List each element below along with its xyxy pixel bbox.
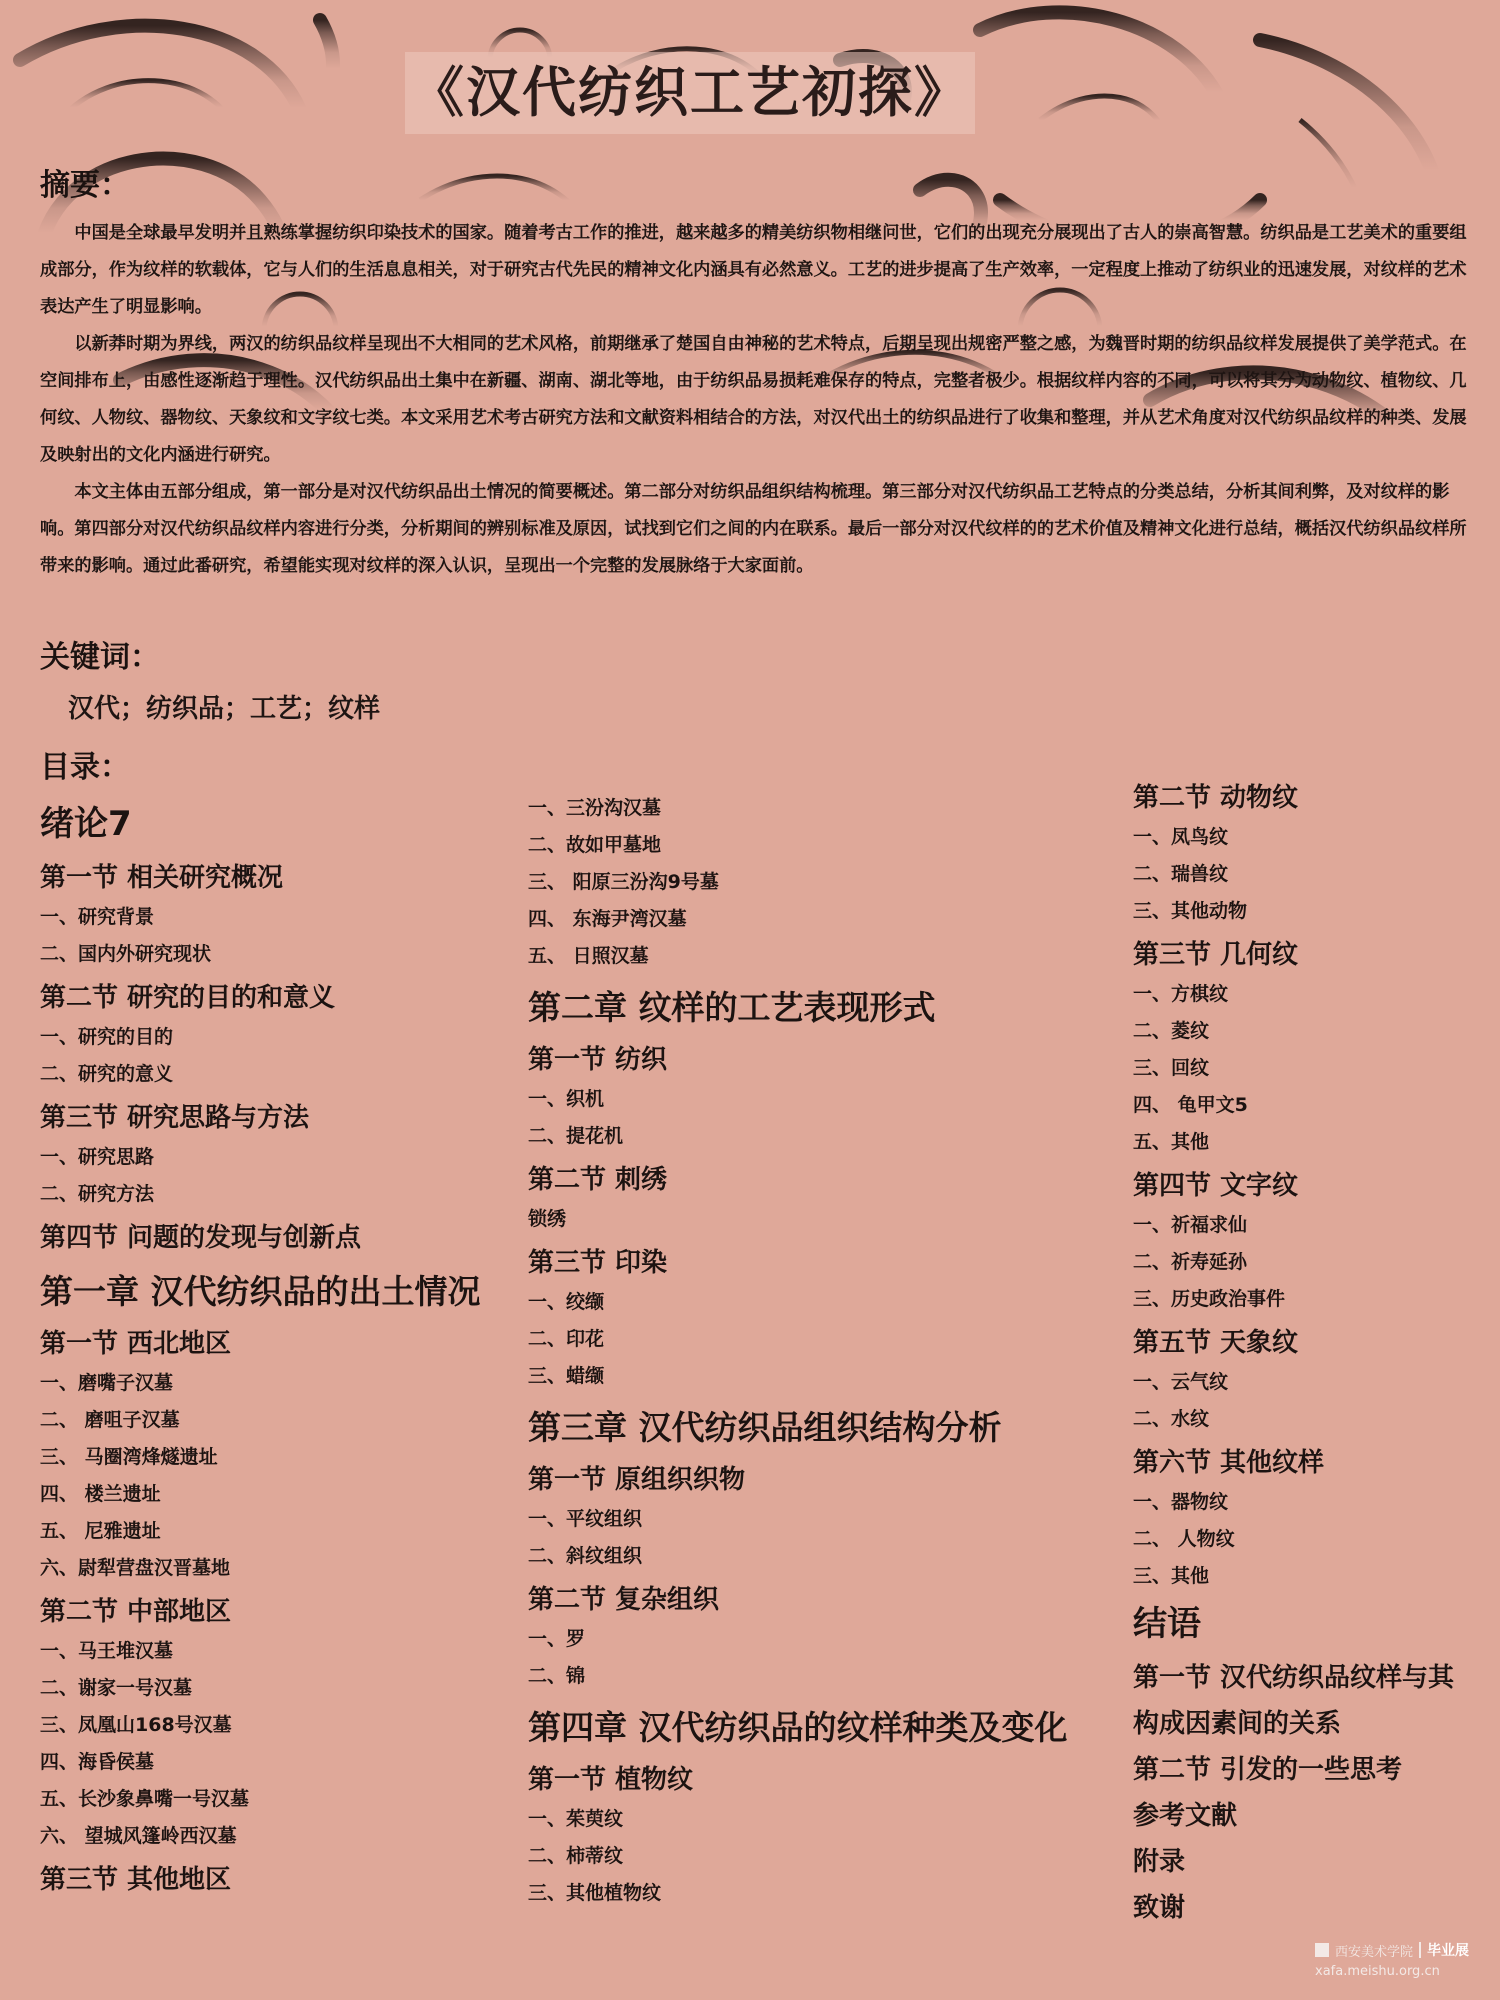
toc-item: 第六节 其他纹样	[1133, 1448, 1325, 1478]
toc-item: 第二章 纹样的工艺表现形式	[528, 987, 936, 1027]
toc-item: 二、斜纹组织	[528, 1545, 643, 1567]
toc-item: 一、研究背景	[40, 906, 155, 928]
toc-item: 一、云气纹	[1133, 1371, 1229, 1393]
toc-item: 第二节 刺绣	[528, 1165, 668, 1195]
toc-item: 二、研究方法	[40, 1183, 155, 1205]
toc-item: 一、方棋纹	[1133, 983, 1229, 1005]
toc-item: 第五节 天象纹	[1133, 1328, 1299, 1358]
toc-item: 一、磨嘴子汉墓	[40, 1372, 174, 1394]
toc-item: 第三节 其他地区	[40, 1865, 232, 1895]
toc-item: 第一章 汉代纺织品的出土情况	[40, 1271, 481, 1311]
exhibition-tag: 毕业展	[1427, 1943, 1470, 1959]
toc-item: 第一节 相关研究概况	[40, 863, 284, 893]
keywords-text: 汉代；纺织品；工艺；纹样	[68, 694, 381, 724]
toc-heading: 目录：	[40, 750, 130, 785]
toc-item: 一、平纹组织	[528, 1508, 643, 1530]
toc-item: 一、器物纹	[1133, 1491, 1229, 1513]
toc-item: 二、谢家一号汉墓	[40, 1677, 193, 1699]
toc-item: 二、国内外研究现状	[40, 943, 212, 965]
toc-item: 附录	[1133, 1847, 1186, 1877]
toc-item: 六、尉犁营盘汉晋墓地	[40, 1557, 231, 1579]
toc-item: 二、故如甲墓地	[528, 834, 662, 856]
toc-item: 第三节 几何纹	[1133, 940, 1299, 970]
toc-item: 五、 尼雅遗址	[40, 1520, 161, 1542]
school-logo	[1315, 1940, 1485, 1990]
toc-item: 一、马王堆汉墓	[40, 1640, 174, 1662]
toc-item: 第一节 西北地区	[40, 1329, 232, 1359]
toc-item: 四、 东海尹湾汉墓	[528, 908, 687, 930]
toc-item: 锁绣	[528, 1208, 567, 1230]
toc-item: 四、 楼兰遗址	[40, 1483, 161, 1505]
toc-item: 一、研究的目的	[40, 1026, 174, 1048]
divider	[1419, 1942, 1421, 1958]
toc-item: 五、长沙象鼻嘴一号汉墓	[40, 1788, 250, 1810]
toc-item: 二、印花	[528, 1328, 605, 1350]
toc-item: 第二节 动物纹	[1133, 783, 1299, 813]
toc-item: 六、 望城风篷岭西汉墓	[40, 1825, 237, 1847]
abstract-paragraph: 以新莽时期为界线，两汉的纺织品纹样呈现出不大相同的艺术风格，前期继承了楚国自由神秘的艺术特点，后期呈现出规密严整之感，为魏晋时期的纺织品纹样发展提供了美学范式。在空间排布上，由感性逐渐趋于理性。汉代纺织品出土集中在新疆、湖南、湖北等地，由于纺织品易损耗难保存的特点，完整者极少。根据纹样内容的不同，可以将其分为动物纹、植物纹、几何纹、人物纹、器物纹、天象纹和文字纹七类。本文采用艺术考古研究方法和文献资料相结合的方法，对汉代出土的纺织品进行了收集和整理，并从艺术角度对汉代纺织品纹样的种类、发展及映射出的文化内涵进行研究。	[40, 334, 1467, 465]
toc-item: 第四章 汉代纺织品的纹样种类及变化	[528, 1707, 1068, 1747]
toc-item: 三、 马圈湾烽燧遗址	[40, 1446, 218, 1468]
toc-item: 二、柿蒂纹	[528, 1845, 624, 1867]
toc-item: 一、三汾沟汉墓	[528, 797, 662, 819]
toc-column-3	[1133, 773, 1454, 1929]
toc-column-2	[528, 790, 1068, 1912]
toc-item: 三、其他植物纹	[528, 1882, 662, 1904]
keywords-heading: 关键词：	[40, 640, 160, 675]
toc-item: 一、罗	[528, 1628, 586, 1650]
toc-item: 三、回纹	[1133, 1057, 1210, 1079]
toc-item: 第一节 植物纹	[528, 1765, 694, 1795]
toc-item: 第二节 研究的目的和意义	[40, 983, 336, 1013]
toc-item: 三、其他动物	[1133, 900, 1248, 922]
toc-item: 五、其他	[1133, 1131, 1210, 1153]
toc-item: 绪论7	[40, 804, 132, 844]
toc-item: 二、锦	[528, 1665, 586, 1687]
toc-item: 一、凤鸟纹	[1133, 826, 1229, 848]
toc-item: 三、 阳原三汾沟9号墓	[528, 871, 719, 893]
toc-item: 二、研究的意义	[40, 1063, 174, 1085]
abstract-paragraph: 中国是全球最早发明并且熟练掌握纺织印染技术的国家。随着考古工作的推进，越来越多的精美纺织物相继问世，它们的出现充分展现出了古人的崇高智慧。纺织品是工艺美术的重要组成部分，作为纹样的软载体，它与人们的生活息息相关，对于研究古代先民的精神文化内涵具有必然意义。工艺的进步提高了生产效率，一定程度上推动了纺织业的迅速发展，对纹样的艺术表达产生了明显影响。	[40, 223, 1467, 317]
toc-item: 第一节 汉代纺织品纹样与其	[1133, 1663, 1455, 1693]
toc-item: 一、绞缬	[528, 1291, 605, 1313]
school-name: 西安美术学院	[1335, 1944, 1414, 1960]
site-url: xafa.meishu.org.cn	[1315, 1964, 1440, 1979]
seal-icon	[1315, 1943, 1329, 1957]
toc-item: 四、海昏侯墓	[40, 1751, 155, 1773]
toc-item: 致谢	[1133, 1893, 1186, 1923]
toc-item: 三、历史政治事件	[1133, 1288, 1286, 1310]
toc-item: 第二节 中部地区	[40, 1597, 232, 1627]
toc-item: 三、其他	[1133, 1565, 1210, 1587]
toc-item: 一、祈福求仙	[1133, 1214, 1248, 1236]
toc-column-1	[40, 795, 481, 1901]
toc-item: 参考文献	[1133, 1801, 1238, 1831]
toc-item: 一、研究思路	[40, 1146, 155, 1168]
abstract-heading: 摘要：	[40, 168, 130, 203]
toc-item: 二、祈寿延孙	[1133, 1251, 1248, 1273]
toc-item: 构成因素间的关系	[1133, 1709, 1342, 1739]
toc-item: 第四节 问题的发现与创新点	[40, 1223, 362, 1253]
toc-item: 一、茱萸纹	[528, 1808, 624, 1830]
toc-item: 二、水纹	[1133, 1408, 1210, 1430]
toc-item: 结语	[1133, 1604, 1201, 1644]
toc-item: 一、织机	[528, 1088, 605, 1110]
toc-item: 第三节 研究思路与方法	[40, 1103, 310, 1133]
toc-item: 第三节 印染	[528, 1248, 668, 1278]
toc-item: 第三章 汉代纺织品组织结构分析	[528, 1407, 1002, 1447]
abstract-body	[40, 215, 1480, 585]
abstract-paragraph: 本文主体由五部分组成，第一部分是对汉代纺织品出土情况的简要概述。第二部分对纺织品组织结构梳理。第三部分对汉代纺织品工艺特点的分类总结，分析其间利弊，及对纹样的影响。第四部分对汉代纺织品纹样内容进行分类，分析期间的辨别标准及原因，试找到它们之间的内在联系。最后一部分对汉代纹样的的艺术价值及精神文化进行总结，概括汉代纺织品纹样所带来的影响。通过此番研究，希望能实现对纹样的深入认识，呈现出一个完整的发展脉络于大家面前。	[40, 482, 1467, 576]
toc-item: 二、菱纹	[1133, 1020, 1210, 1042]
page-title: 《汉代纺织工艺初探》	[405, 52, 975, 134]
toc-item: 四、 龟甲文5	[1133, 1094, 1248, 1116]
toc-item: 第一节 纺织	[528, 1045, 668, 1075]
toc-item: 三、蜡缬	[528, 1365, 605, 1387]
toc-item: 第四节 文字纹	[1133, 1171, 1299, 1201]
toc-item: 二、 磨咀子汉墓	[40, 1409, 180, 1431]
toc-item: 第一节 原组织织物	[528, 1465, 746, 1495]
toc-item: 第二节 引发的一些思考	[1133, 1755, 1403, 1785]
toc-item: 五、 日照汉墓	[528, 945, 649, 967]
toc-item: 二、提花机	[528, 1125, 624, 1147]
toc-item: 三、凤凰山168号汉墓	[40, 1714, 232, 1736]
toc-item: 第二节 复杂组织	[528, 1585, 720, 1615]
toc-item: 二、 人物纹	[1133, 1528, 1235, 1550]
toc-item: 二、瑞兽纹	[1133, 863, 1229, 885]
